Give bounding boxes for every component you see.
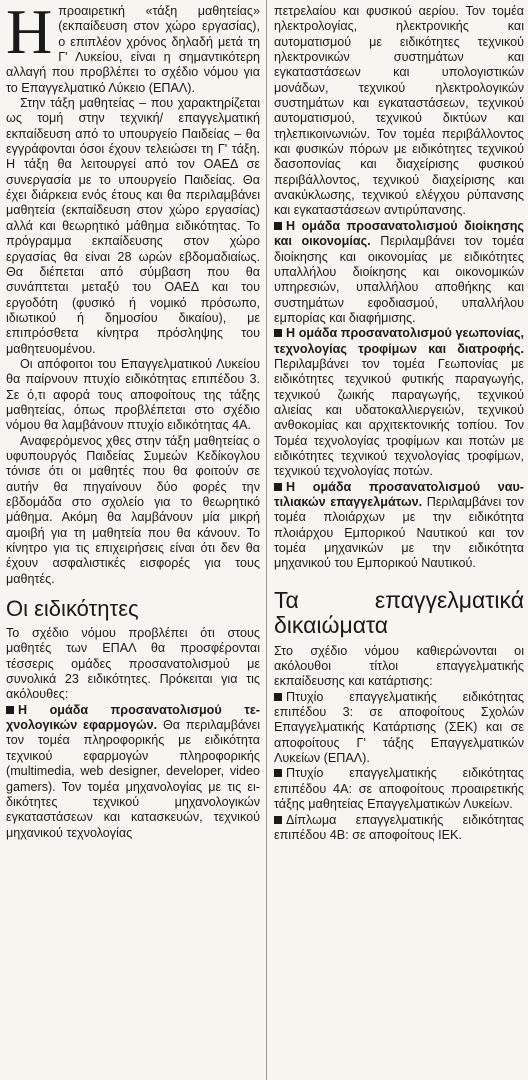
spacer — [274, 572, 524, 578]
section-heading-specialties: Οι ειδικότητες — [6, 596, 139, 622]
bullet-level-4b — [274, 813, 524, 844]
drop-cap: Η — [6, 4, 53, 67]
paragraph-graduates: Οι απόφοιτοι του Επαγγελματικού Λυκείου θα παίρνουν πτυχίο ειδικότητας επιπέδου 3. Σε ό,τι αφορά τους αποφοίτους της τάξης μαθητείας, όπως προβλέπεται στο σχέδιο νόμου θα λαμβάνουν πτυχίο ειδικότητας 4Α. — [6, 356, 260, 433]
paragraph-apprenticeship: Στην τάξη μαθητείας – που χαρακτηρίζεται ως τομή στην τεχνική/ επαγγελματική εκπαίδευση από το υπουργείο Παιδείας – θα εγγράφονται όσοι έχουν τελειώσει τη Γ' τάξη. Η τάξη θα λειτουργεί από τον ΟΑΕΔ σε συνεργασία με το υπουργείο Παιδείας. Θα έχει διάρκεια ενός έτους και θα περιλαμβάνει μαθητεία (εκπαίδευση στον χώρο εργασίας) αλλά και θεωρητικό μάθημα ειδικότητας. Το πρόγραμμα εκπαίδευσης στον χώρο εργασίας θα είναι 28 ωρών εβδομαδιαίως. Θα διέπεται από σύμβαση που θα συνάπτεται μεταξύ του ΟΑΕΔ και του εργοδότη (φυσικό ή νομικό πρόσωπο, ιδιωτικού ή δημοσίου δικαίου), με επιπρόσθετα κίνητρα πρόσληψης του μαθητευομένου. — [6, 96, 260, 356]
square-bullet-icon — [274, 816, 282, 824]
bullet-text: Πτυχίο επαγγελματικής ειδικότητας επιπέδου 3: σε αποφοίτους Σχολών Επαγγελματικής Κατάρτισης (ΣΕΚ) και σε αποφοίτους Γ' τάξης Επαγγελματικών Λυκείων (ΕΠΑΛ). — [274, 689, 524, 766]
intro-paragraph — [6, 4, 260, 96]
group-text: Περιλαμβάνει τον τομέα πλοιάρχων με την ειδικότητα πλοιάρχου Εμπορικού Ναυτικού και τον τομέα μηχανικών με την ειδικότητα μηχανικού του Εμπορικού Ναυτικού. — [274, 495, 524, 571]
column-divider — [266, 0, 267, 1080]
square-bullet-icon — [274, 693, 282, 701]
group-text: Περιλαμβάνει τον τομέα διοίκησης και οικονομίας με ειδικότητες υπαλλήλου διοίκησης και οικονομικών υπηρεσιών, υπαλλήλου αποθήκης και συστημάτων εφοδιασμού, υπαλλήλου εμπορίας και διαφήμισης. — [274, 234, 524, 325]
intro-text: προαιρετική «τάξη μαθητείας» (εκπαίδευση στον χώρο εργασίας), ο επιπλέον χρόνος δηλαδή μετά τη Γ' Λυκείου, είναι η σημαντικότερη αλλαγή που προβλέπει το σχέδιο νόμου για το Επαγγελματικό Λύκειο (ΕΠΑΛ). — [6, 4, 260, 95]
group-maritime — [274, 480, 524, 572]
bullet-level-4a — [274, 766, 524, 812]
bullet-text: Πτυχίο επαγγελματικής ειδικότητας επιπέδου 4Α: σε αποφοίτους προαιρετικής τάξης μαθητείας Επαγγελματικών Λυκείων. — [274, 766, 524, 812]
paragraph-continued: πετρελαίου και φυσικού αερίου. Τον τομέα ηλεκτρολογίας, ηλεκτρονικής και αυτοματισμού με ειδικότητες τεχνικού ηλεκτρονικών συστημάτων και εγκαταστάσεων και υπολογιστικών μονάδων, τεχνικού ηλεκτρολογικών συστημάτων και εγκαταστάσεων, τεχνικού αυτοματισμού, τεχνικού δικτύων και τηλεπικοινωνιών. Τον τομέα περιβάλλοντος και φυσικών πόρων με ειδικότητες τεχνικού δασοπονίας και διαχείρισης φυσικού περιβάλλοντος, τεχνικού διαχείρισης και ανακύκλωσης, τεχνικού ελέγχου ρύπανσης και εγκαταστάσεων αντιρύπανσης. — [274, 4, 524, 218]
group-title: Η ομάδα προσανατολισμού γεωπονίας, τεχνολογίας τροφίμων και διατροφής. — [274, 326, 524, 356]
group-technological-applications — [6, 703, 260, 841]
right-column — [274, 4, 524, 1080]
paragraph-specialties-intro: Το σχέδιο νόμου προβλέπει ότι στους μαθητές των ΕΠΑΛ θα προσφέρονται τέσσερις ομάδες προσανατολισμού με συνολικά 23 ειδικότητες. Πρόκειται για τις ακόλουθες: — [6, 626, 260, 702]
square-bullet-icon — [274, 222, 282, 230]
paragraph-rights-intro: Στο σχέδιο νόμου καθιερώνονται οι ακόλουθοι τίτλοι επαγγελματικής εκπαίδευσης και κατάρτισης: — [274, 643, 524, 689]
bullet-level-3 — [274, 690, 524, 767]
group-title: Η ομάδα προσανατολισμού διοίκησης και οικονομίας. — [274, 218, 524, 249]
left-column — [6, 4, 260, 1080]
group-agriculture-food — [274, 326, 524, 479]
group-title: Η ομάδα προσανατολισμού τεχνολογικών εφαρμογών. — [6, 702, 260, 733]
square-bullet-icon — [274, 329, 282, 337]
bullet-text: Δίπλωμα επαγγελματικής ειδικότητας επιπέδου 4Β: σε αποφοίτους ΙΕΚ. — [274, 812, 524, 842]
group-administration-economy — [274, 219, 524, 326]
square-bullet-icon — [6, 706, 14, 714]
square-bullet-icon — [274, 769, 282, 777]
section-heading-professional-rights: Τα επαγγελματικά δικαιώματα — [274, 586, 524, 638]
square-bullet-icon — [274, 483, 282, 491]
group-text: Περιλαμβάνει τον τομέα Γεωπονίας με ειδικότητες τεχνικού φυτικής παραγωγής, τεχνικού ζωικής παραγωγής, τεχνικού αλιείας και υδατοκαλλιεργειών, τεχνικού ανθοκομίας και αρχιτεκτονικής τοπίου. Τον Τομέα τεχνολογίας τροφίμων και ποτών με ειδικότητες τεχνικού τεχνολογίας τροφίμων, τεχνικού τεχνολογίας ποτών. — [274, 356, 524, 479]
group-text: Θα περιλαμβάνει τον τομέα πληροφορικής με ειδικότητα τεχνικού εφαρμογών πληροφορικής (multimedia, web designer, developer, video gamers). Τον τομέα μηχανολογίας με τις ειδικότητες τεχνικού μηχανολογικών εγκαταστάσεων και κατασκευών, τεχνικού μηχανικού τεχνολογίας — [6, 718, 260, 840]
group-title: Η ομάδα προσανατολισμού ναυτιλιακών επαγγελμάτων. — [274, 479, 524, 509]
paragraph-deputy-minister: Αναφερόμενος χθες στην τάξη μαθητείας ο υφυπουργός Παιδείας Συμεών Κεδίκογλου τόνισε ότι οι μαθητές που θα φοιτούν σε αυτήν θα πηγαίνουν δύο φορές την εβδομάδα στο σχολείο για το θεωρητικό μάθημα. Ακόμη θα λαμβάνουν μία μικρή αμοιβή για τη μαθητεία που θα κάνουν. Το κίνητρο για τις επιχειρήσεις είναι ότι δεν θα έχουν ασφαλιστικές εισφορές για τους μαθητές. — [6, 433, 260, 586]
